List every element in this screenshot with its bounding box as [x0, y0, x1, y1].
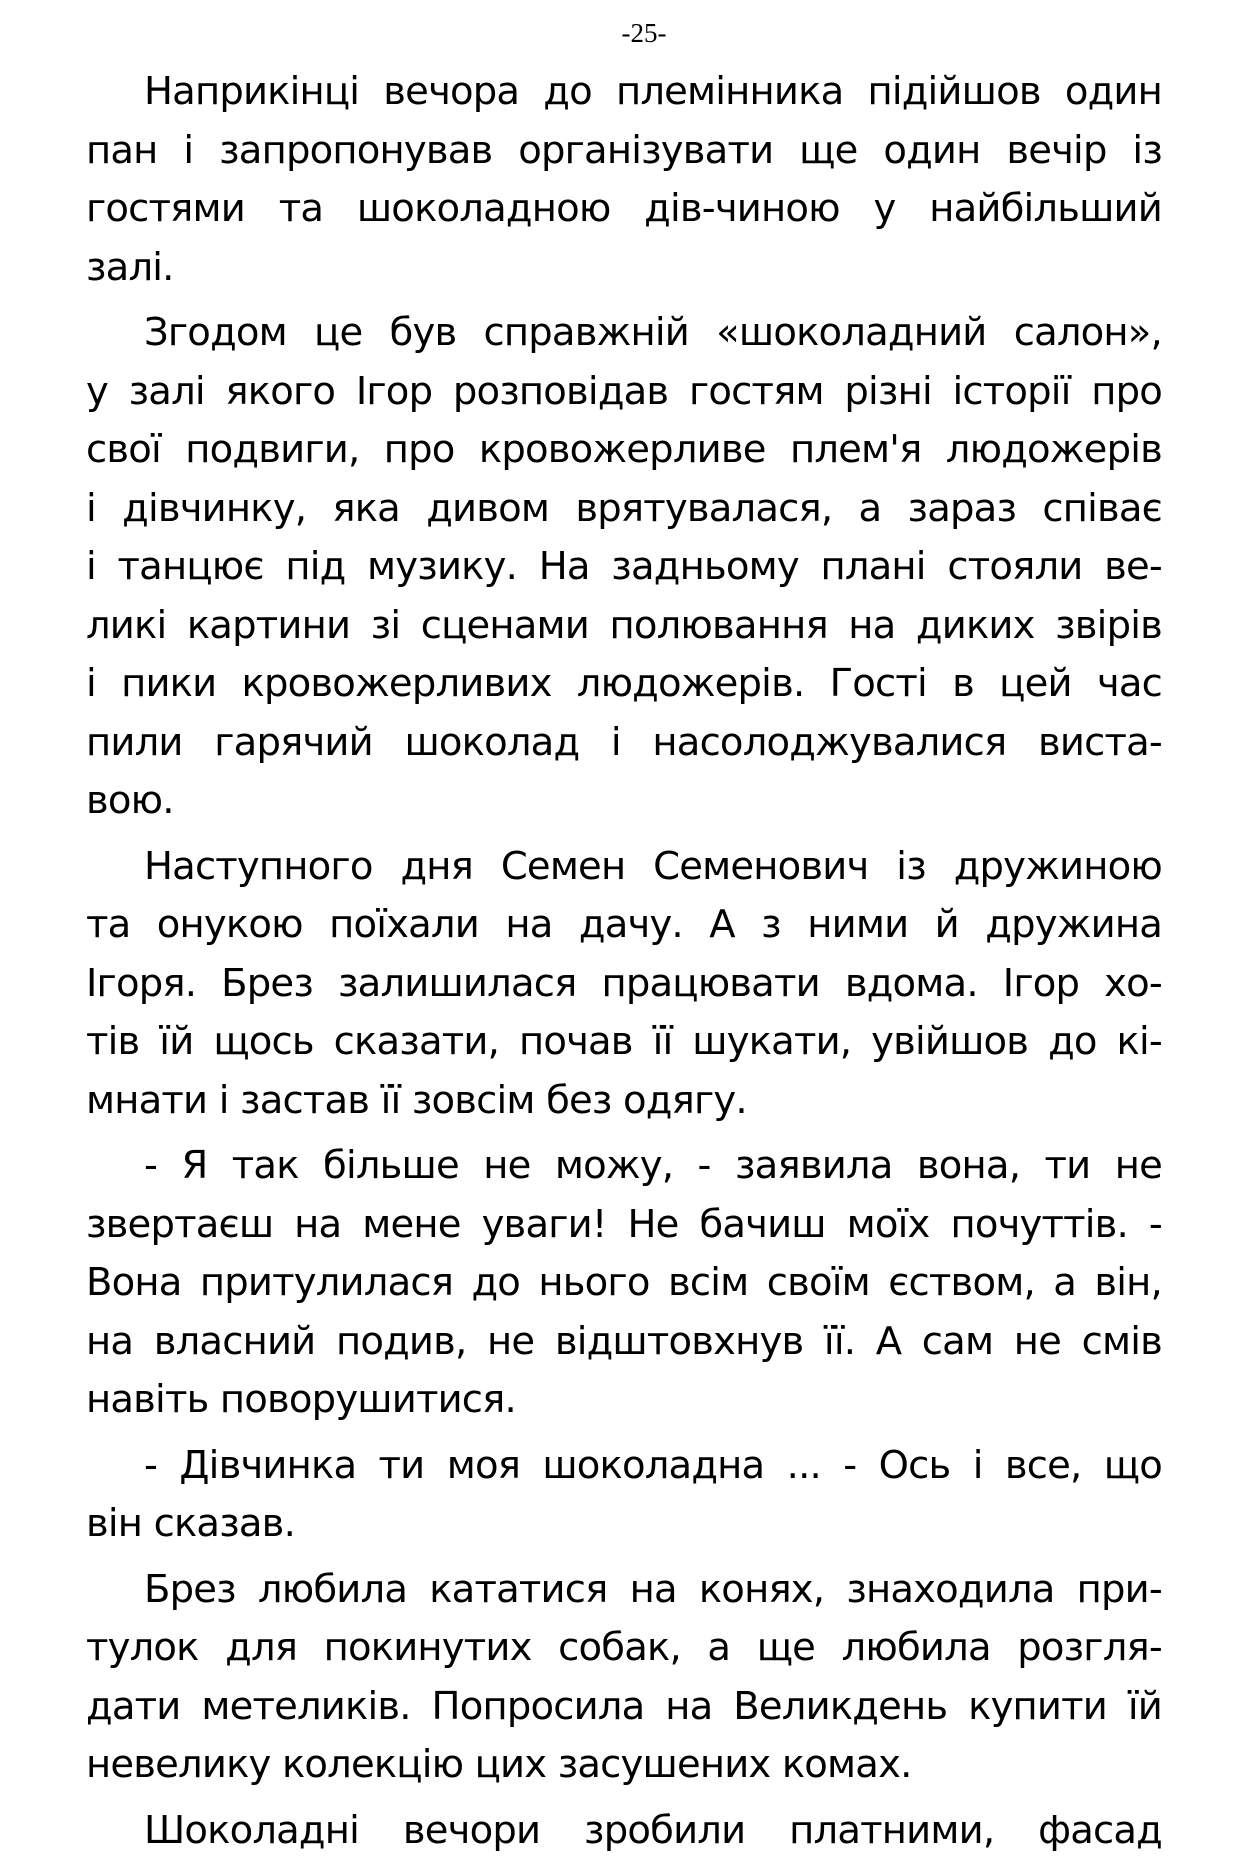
- page-number: -25-: [126, 0, 1162, 40]
- text-line: Наприкінці вечора до племінника підійшов один: [86, 63, 1162, 122]
- paragraph: [86, 1437, 1162, 1554]
- body-text: [86, 63, 1162, 1860]
- text-line: мнати і застав її зовсім без одягу.: [86, 1072, 1162, 1131]
- text-line: Наступного дня Семен Семенович із дружиною: [86, 838, 1162, 897]
- text-line: навіть поворушитися.: [86, 1371, 1162, 1430]
- text-line: гостями та шоколадною дів-чиною у найбільший: [86, 180, 1162, 239]
- text-line: Вона притулилася до нього всім своїм єством, а він,: [86, 1254, 1162, 1313]
- paragraph: [86, 1802, 1162, 1860]
- text-line: пан і запропонував організувати ще один вечір із: [86, 122, 1162, 181]
- text-line: на власний подив, не відштовхнув її. А сам не смів: [86, 1313, 1162, 1372]
- text-line: пили гарячий шоколад і насолоджувалися виста-: [86, 714, 1162, 773]
- paragraph: [86, 1137, 1162, 1430]
- text-line: вою.: [86, 772, 1162, 831]
- text-line: тів їй щось сказати, почав її шукати, увійшов до кі-: [86, 1013, 1162, 1072]
- text-line: тулок для покинутих собак, а ще любила розгля-: [86, 1619, 1162, 1678]
- text-line: звертаєш на мене уваги! Не бачиш моїх почуттів. -: [86, 1196, 1162, 1255]
- text-line: та онукою поїхали на дачу. А з ними й дружина: [86, 896, 1162, 955]
- text-line: дати метеликів. Попросила на Великдень купити їй: [86, 1678, 1162, 1737]
- text-line: Ігоря. Брез залишилася працювати вдома. Ігор хо-: [86, 955, 1162, 1014]
- text-line: ликі картини зі сценами полювання на диких звірів: [86, 597, 1162, 656]
- paragraph: [86, 838, 1162, 1131]
- text-line: Шоколадні вечори зробили платними, фасад: [86, 1802, 1162, 1860]
- text-line: - Я так більше не можу, - заявила вона, ти не: [86, 1137, 1162, 1196]
- text-line: Брез любила кататися на конях, знаходила при-: [86, 1561, 1162, 1620]
- text-line: залі.: [86, 239, 1162, 298]
- text-line: і пики кровожерливих людожерів. Гості в цей час: [86, 655, 1162, 714]
- text-line: свої подвиги, про кровожерливе плем'я людожерів: [86, 421, 1162, 480]
- text-line: він сказав.: [86, 1495, 1162, 1554]
- paragraph: [86, 63, 1162, 297]
- paragraph: [86, 304, 1162, 831]
- text-line: - Дівчинка ти моя шоколадна ... - Ось і все, що: [86, 1437, 1162, 1496]
- text-line: і танцює під музику. На задньому плані стояли ве-: [86, 538, 1162, 597]
- paragraph: [86, 1561, 1162, 1795]
- text-line: у залі якого Ігор розповідав гостям різні історії про: [86, 363, 1162, 422]
- document-page: [86, 0, 1162, 1748]
- text-line: і дівчинку, яка дивом врятувалася, а зараз співає: [86, 480, 1162, 539]
- text-line: невелику колекцію цих засушених комах.: [86, 1736, 1162, 1795]
- text-line: Згодом це був справжній «шоколадний салон»,: [86, 304, 1162, 363]
